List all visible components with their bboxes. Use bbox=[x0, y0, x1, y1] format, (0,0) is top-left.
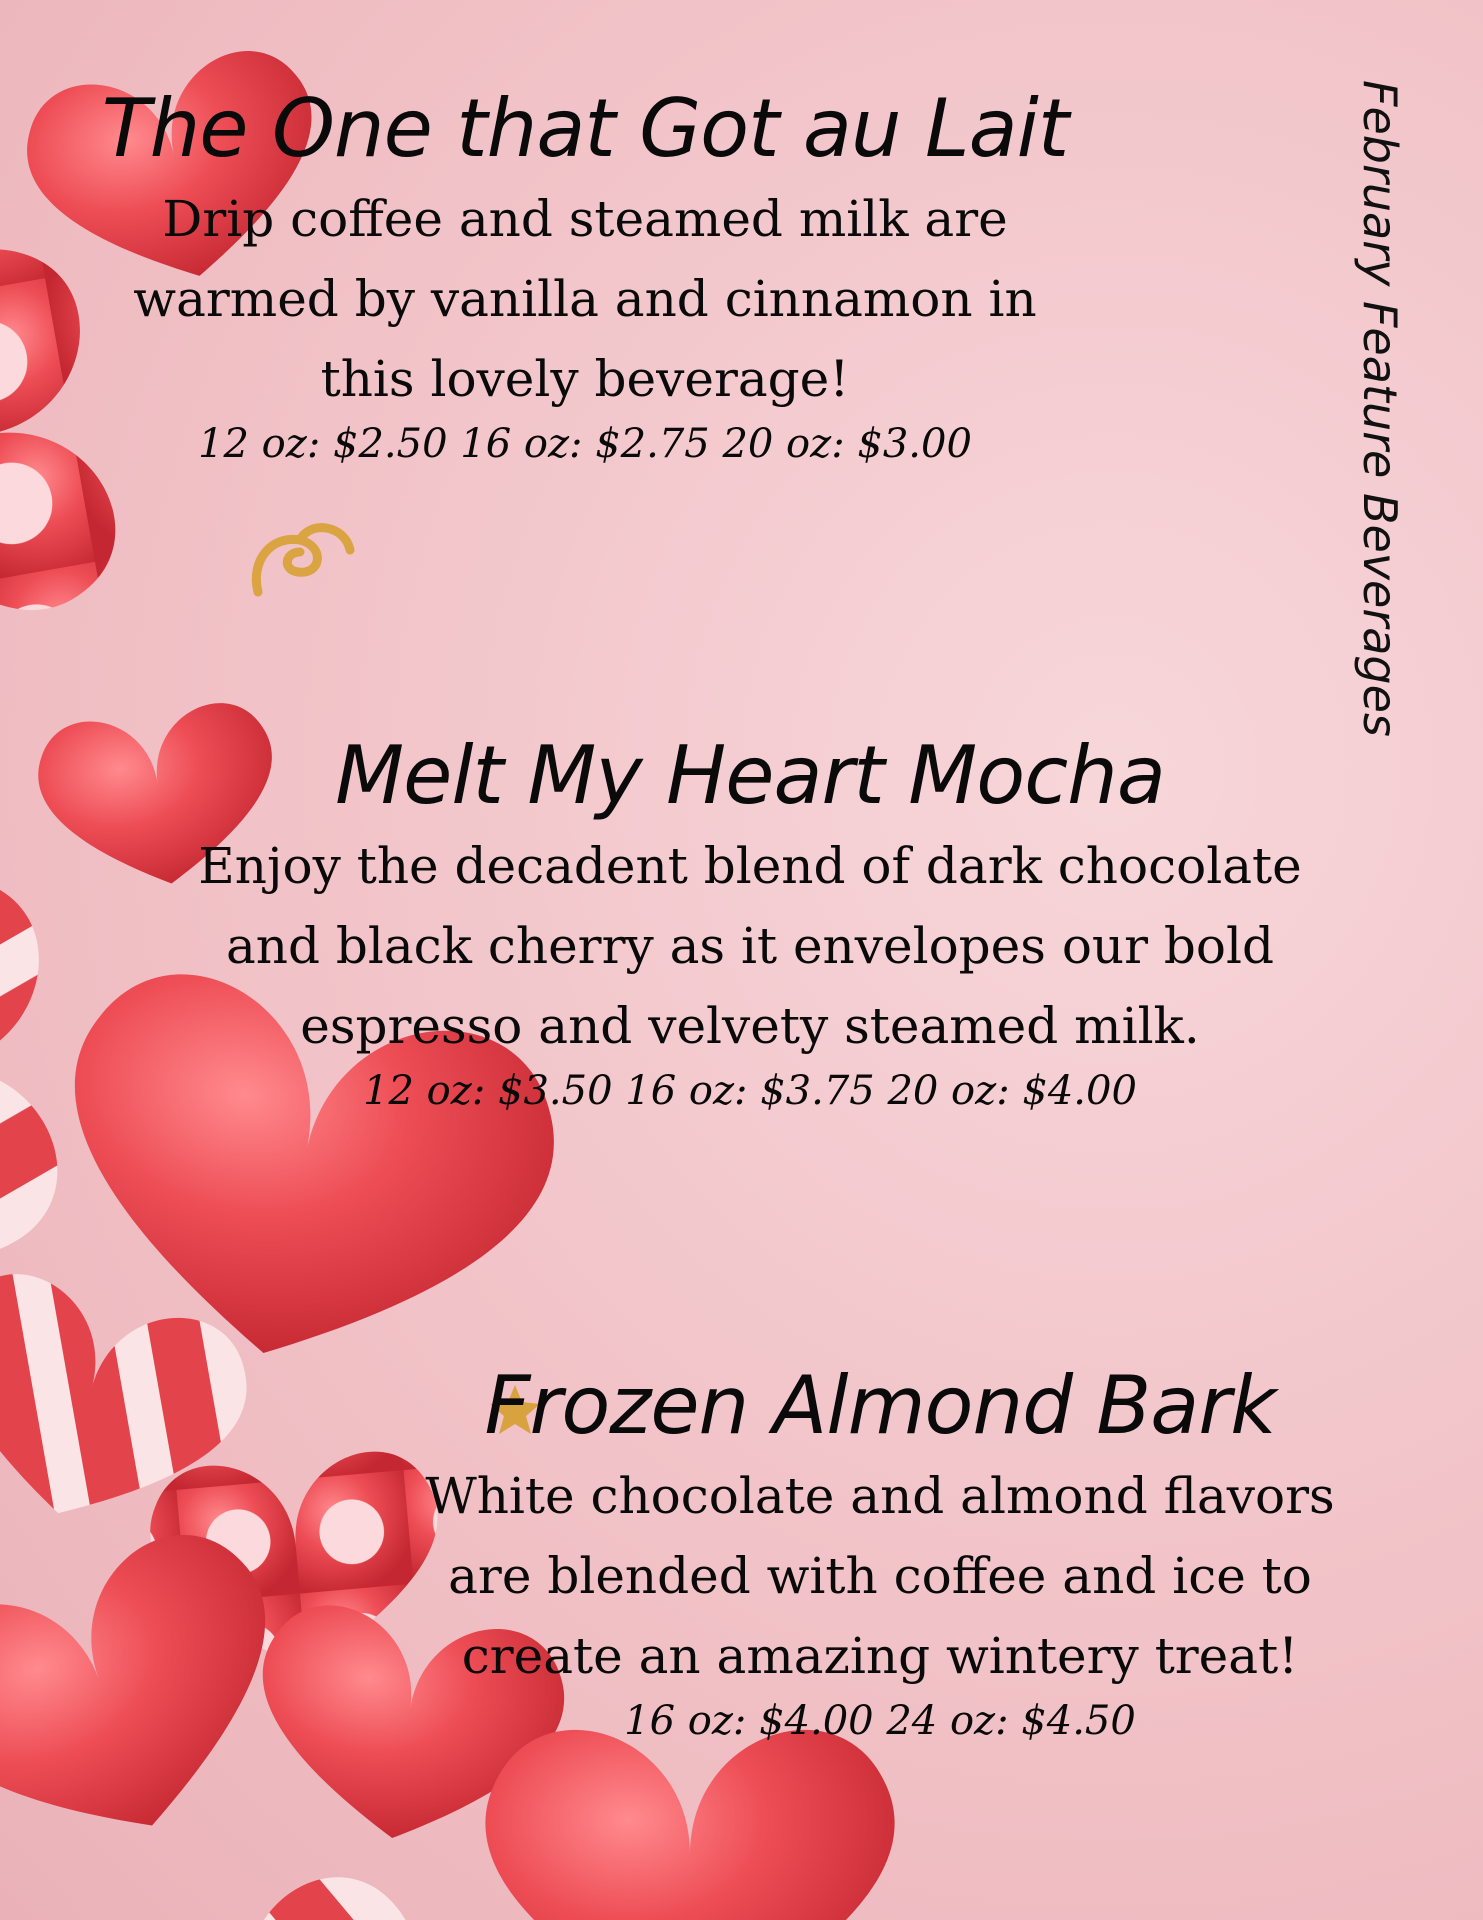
feature-description bbox=[150, 826, 1350, 1066]
page-side-title: February Feature Beverages bbox=[1353, 80, 1407, 737]
feature-prices: 12 oz: $2.50 16 oz: $2.75 20 oz: $3.00 bbox=[198, 421, 972, 467]
description-line: warmed by vanilla and cinnamon in bbox=[133, 270, 1037, 328]
gold-curl-icon bbox=[256, 528, 350, 592]
description-line: espresso and velvety steamed milk. bbox=[300, 997, 1200, 1055]
description-line: are blended with coffee and ice to bbox=[448, 1547, 1312, 1605]
feature-title: Melt My Heart Mocha bbox=[335, 729, 1165, 822]
description-line: Drip coffee and steamed milk are bbox=[162, 190, 1008, 248]
feature-description bbox=[380, 1456, 1380, 1696]
feature-prices: 16 oz: $4.00 24 oz: $4.50 bbox=[624, 1698, 1136, 1744]
striped-heart-left bbox=[0, 869, 64, 1271]
striped-heart-bottom bbox=[55, 1860, 458, 1920]
description-line: and black cherry as it envelopes our bold bbox=[225, 917, 1275, 975]
feature-description bbox=[80, 179, 1090, 419]
feature-item-mocha bbox=[150, 729, 1350, 1116]
description-line: White chocolate and almond flavors bbox=[425, 1467, 1335, 1525]
description-line: create an amazing wintery treat! bbox=[461, 1627, 1299, 1685]
feature-item-almond-bark bbox=[380, 1359, 1380, 1746]
description-line: Enjoy the decadent blend of dark chocolate bbox=[198, 837, 1302, 895]
feature-title: Frozen Almond Bark bbox=[484, 1359, 1276, 1452]
feature-title: The One that Got au Lait bbox=[101, 82, 1069, 175]
description-line: this lovely beverage! bbox=[320, 350, 850, 408]
heart-balloon-bottom-center bbox=[485, 1730, 894, 1920]
feature-item-au-lait bbox=[80, 82, 1090, 469]
feature-prices: 12 oz: $3.50 16 oz: $3.75 20 oz: $4.00 bbox=[363, 1068, 1137, 1114]
